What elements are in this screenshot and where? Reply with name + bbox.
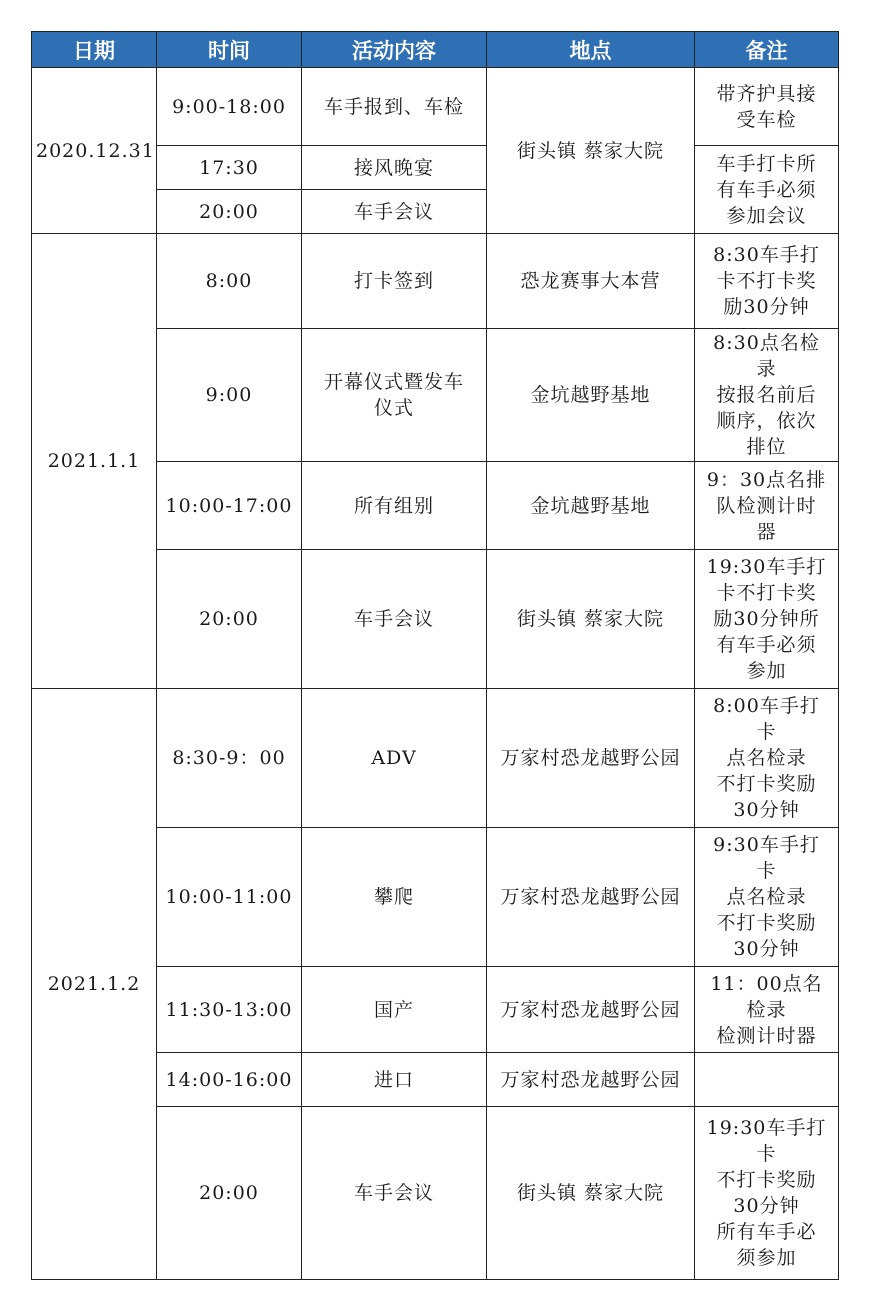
- time-cell: 20:00: [157, 1107, 302, 1280]
- date-cell: 2020.12.31: [32, 68, 157, 234]
- time-cell: 17:30: [157, 146, 302, 190]
- note-line: 受车检: [736, 108, 797, 131]
- note-line: 卡不打卡奖: [716, 582, 817, 604]
- note-line: 排位: [746, 436, 787, 458]
- note-line: 9：30点名排: [706, 468, 827, 491]
- note-line: 点名检录: [726, 747, 807, 769]
- activity-cell: 所有组别: [302, 462, 487, 550]
- note-cell: [695, 462, 839, 550]
- activity-cell: 国产: [302, 967, 487, 1053]
- place-cell: 街头镇 蔡家大院: [487, 1107, 695, 1280]
- time-cell: 9:00-18:00: [157, 68, 302, 146]
- note-cell: [695, 329, 839, 462]
- note-line: 8:30点名检: [713, 332, 820, 354]
- schedule-table: [31, 31, 839, 1280]
- note-line: 队检测计时: [716, 494, 817, 517]
- time-cell: 10:00-17:00: [157, 462, 302, 550]
- note-line: 30分钟: [733, 1195, 800, 1217]
- activity-cell: 车手报到、车检: [302, 68, 487, 146]
- activity-cell: 开幕仪式暨发车仪式: [302, 329, 487, 462]
- note-cell: [695, 689, 839, 828]
- place-cell: 万家村恐龙越野公园: [487, 1053, 695, 1107]
- place-cell: 金坑越野基地: [487, 329, 695, 462]
- note-line: 器: [756, 520, 777, 543]
- header-date: 日期: [32, 32, 157, 68]
- note-line: 30分钟: [733, 938, 800, 960]
- time-cell: 8:00: [157, 234, 302, 329]
- note-line: 卡: [756, 860, 777, 882]
- note-cell: [695, 967, 839, 1053]
- place-cell: 街头镇 蔡家大院: [487, 68, 695, 234]
- header-note: 备注: [695, 32, 839, 68]
- note-line: 19:30车手打: [706, 1117, 827, 1139]
- header-activity: 活动内容: [302, 32, 487, 68]
- note-line: 参加: [746, 660, 787, 682]
- note-line: 有车手必须: [716, 178, 817, 201]
- note-line: 不打卡奖励: [716, 1169, 817, 1191]
- activity-cell: 攀爬: [302, 828, 487, 967]
- place-cell: 金坑越野基地: [487, 462, 695, 550]
- activity-cell: ADV: [302, 689, 487, 828]
- note-line: 励30分钟所: [713, 608, 820, 630]
- activity-cell: 车手会议: [302, 550, 487, 689]
- place-cell: 街头镇 蔡家大院: [487, 550, 695, 689]
- header-time: 时间: [157, 32, 302, 68]
- time-cell: 8:30-9：00: [157, 689, 302, 828]
- place-cell: 万家村恐龙越野公园: [487, 689, 695, 828]
- time-cell: 14:00-16:00: [157, 1053, 302, 1107]
- note-line: 卡: [756, 721, 777, 743]
- place-cell: 万家村恐龙越野公园: [487, 828, 695, 967]
- note-line: 带齐护具接: [716, 82, 817, 105]
- note-line: 励30分钟: [723, 296, 810, 318]
- activity-cell: 进口: [302, 1053, 487, 1107]
- activity-cell: 打卡签到: [302, 234, 487, 329]
- place-cell: 恐龙赛事大本营: [487, 234, 695, 329]
- time-cell: 11:30-13:00: [157, 967, 302, 1053]
- note-line: 检录: [746, 998, 787, 1021]
- activity-cell: 车手会议: [302, 1107, 487, 1280]
- note-cell: [695, 1053, 839, 1107]
- header-place: 地点: [487, 32, 695, 68]
- activity-cell: 接风晚宴: [302, 146, 487, 190]
- note-cell: [695, 1107, 839, 1280]
- note-line: 9:30车手打: [713, 834, 820, 856]
- time-cell: 20:00: [157, 550, 302, 689]
- time-cell: 10:00-11:00: [157, 828, 302, 967]
- note-cell: [695, 828, 839, 967]
- note-cell: [695, 68, 839, 146]
- note-line: 有车手必须: [716, 634, 817, 656]
- time-cell: 9:00: [157, 329, 302, 462]
- note-line: 19:30车手打: [706, 556, 827, 578]
- note-line: 须参加: [736, 1247, 797, 1269]
- note-line: 点名检录: [726, 886, 807, 908]
- activity-cell: 车手会议: [302, 190, 487, 234]
- date-cell: 2021.1.2: [32, 689, 157, 1280]
- note-line: 不打卡奖励: [716, 912, 817, 934]
- note-cell: [695, 146, 839, 234]
- schedule-sheet: [31, 31, 839, 1280]
- note-cell: [695, 550, 839, 689]
- note-line: 不打卡奖励: [716, 773, 817, 795]
- table-row: [32, 234, 839, 329]
- note-line: 11：00点名: [710, 972, 823, 995]
- note-line: 录: [756, 358, 777, 380]
- note-line: 所有车手必: [716, 1221, 817, 1243]
- note-line: 检测计时器: [716, 1024, 817, 1047]
- note-line: 参加会议: [726, 204, 807, 227]
- time-cell: 20:00: [157, 190, 302, 234]
- table-row: [32, 689, 839, 828]
- note-line: 车手打卡所: [716, 152, 817, 175]
- note-line: 8:30车手打: [713, 244, 820, 266]
- place-cell: 万家村恐龙越野公园: [487, 967, 695, 1053]
- note-line: 30分钟: [733, 799, 800, 821]
- date-cell: 2021.1.1: [32, 234, 157, 689]
- note-cell: [695, 234, 839, 329]
- note-line: 顺序，依次: [716, 410, 817, 432]
- note-line: 卡不打卡奖: [716, 270, 817, 292]
- note-line: 卡: [756, 1143, 777, 1165]
- header-row: [32, 32, 839, 68]
- table-row: [32, 68, 839, 146]
- note-line: 按报名前后: [716, 384, 817, 406]
- note-line: 8:00车手打: [713, 695, 820, 717]
